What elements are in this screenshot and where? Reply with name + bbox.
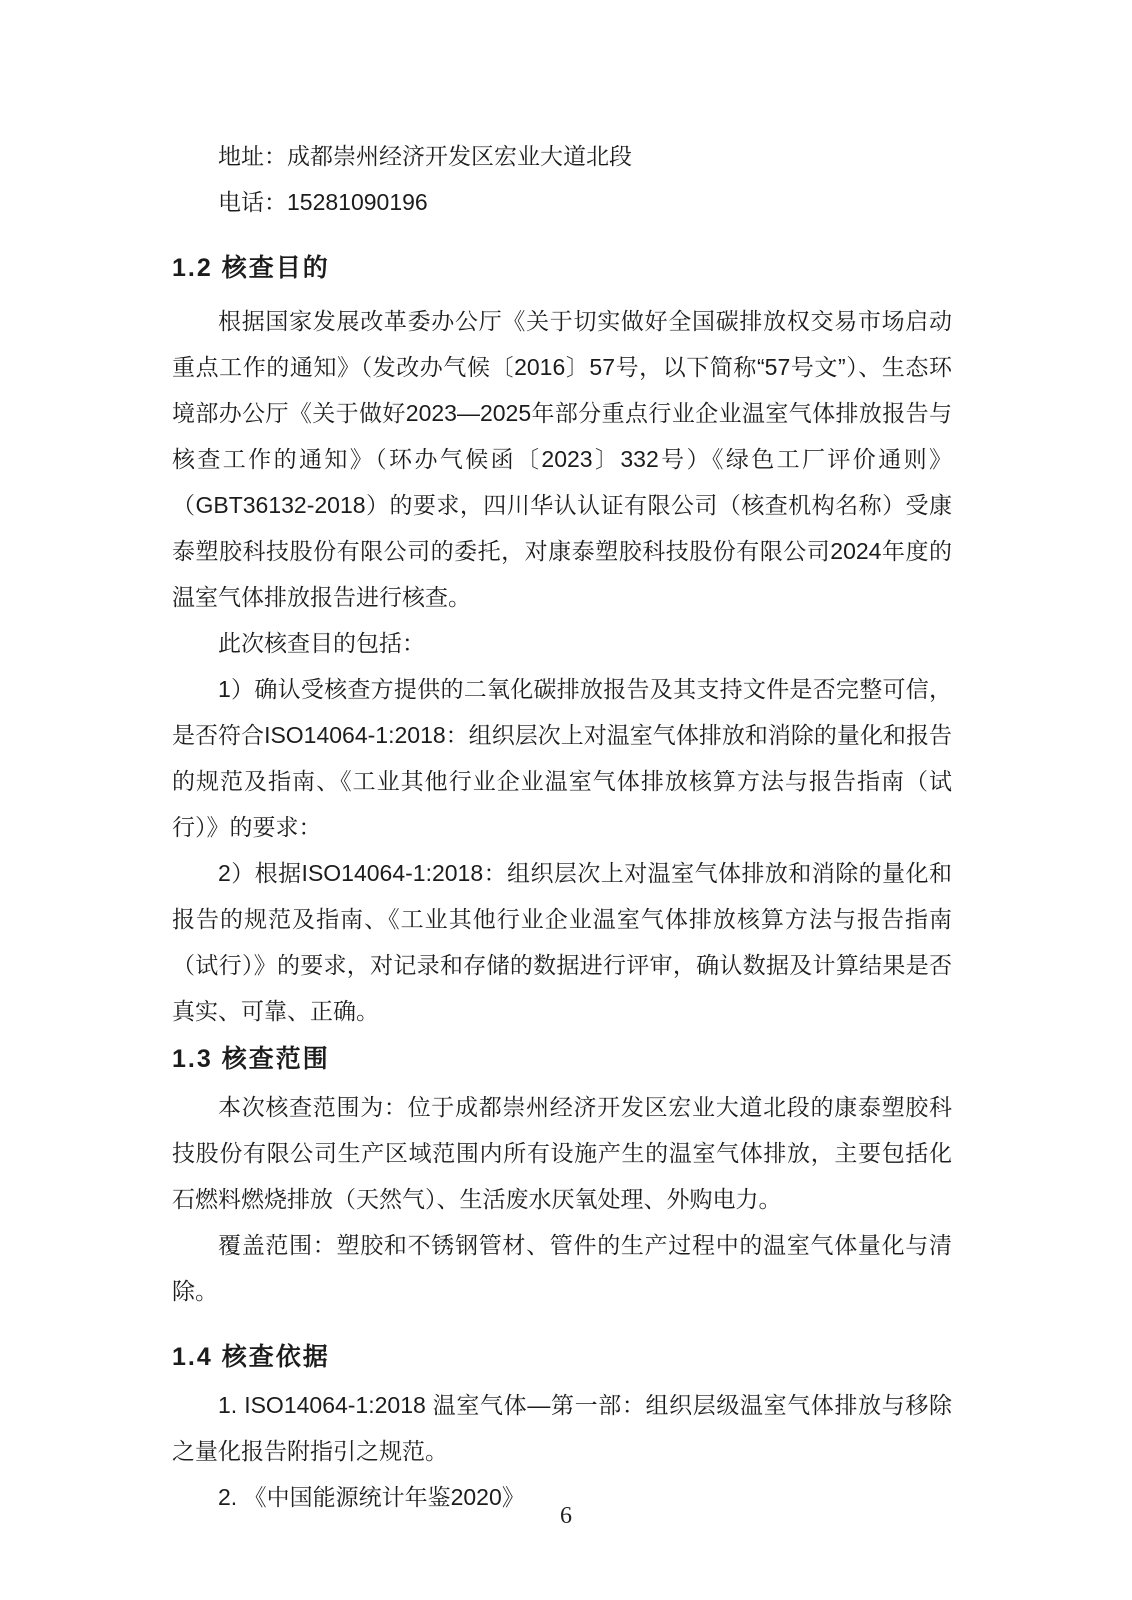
paragraph-purpose-item-2: 2）根据ISO14064-1:2018：组织层次上对温室气体排放和消除的量化和报告的规范及指南、《工业其他行业企业温室气体排放核算方法与报告指南（试行）》的要求，对记录和存储的数据进行评审，确认数据及计算结果是否真实、可靠、正确。	[172, 860, 952, 1024]
paragraph-criteria-item-1: 1. ISO14064-1:2018 温室气体—第一部：组织层级温室气体排放与移除之量化报告附指引之规范。	[172, 1392, 952, 1464]
section-heading-verification-scope: 1.3 核查范围	[172, 1045, 330, 1073]
section-heading-verification-criteria: 1.4 核查依据	[172, 1343, 330, 1371]
paragraph-purpose-basis: 根据国家发展改革委办公厅《关于切实做好全国碳排放权交易市场启动重点工作的通知》（发改办气候〔2016〕57号，以下简称“57号文”）、生态环境部办公厅《关于做好2023—2025年部分重点行业企业温室气体排放报告与核查工作的通知》（环办气候函〔2023〕332号）《绿色工厂评价通则》（GBT36132-2018）的要求，四川华认认证有限公司（核查机构名称）受康泰塑胶科技股份有限公司的委托，对康泰塑胶科技股份有限公司2024年度的温室气体排放报告进行核查。	[172, 308, 952, 610]
section-heading-verification-purpose: 1.2 核查目的	[172, 254, 330, 282]
paragraph-scope: 本次核查范围为：位于成都崇州经济开发区宏业大道北段的康泰塑胶科技股份有限公司生产区域范围内所有设施产生的温室气体排放，主要包括化石燃料燃烧排放（天然气）、生活废水厌氧处理、外购电力。	[172, 1094, 952, 1212]
phone-line: 电话：15281090196	[218, 189, 428, 215]
address-line: 地址：成都崇州经济开发区宏业大道北段	[218, 143, 632, 169]
page-content	[172, 133, 952, 1520]
paragraph-criteria-item-2: 2. 《中国能源统计年鉴2020》	[218, 1484, 525, 1510]
paragraph-coverage: 覆盖范围：塑胶和不锈钢管材、管件的生产过程中的温室气体量化与清除。	[172, 1232, 952, 1304]
page-number: 6	[560, 1503, 572, 1529]
paragraph-purpose-intro: 此次核查目的包括：	[218, 630, 425, 656]
paragraph-purpose-item-1: 1）确认受核查方提供的二氧化碳排放报告及其支持文件是否完整可信，是否符合ISO14064-1:2018：组织层次上对温室气体排放和消除的量化和报告的规范及指南、《工业其他行业企业温室气体排放核算方法与报告指南（试行）》的要求：	[172, 676, 952, 840]
